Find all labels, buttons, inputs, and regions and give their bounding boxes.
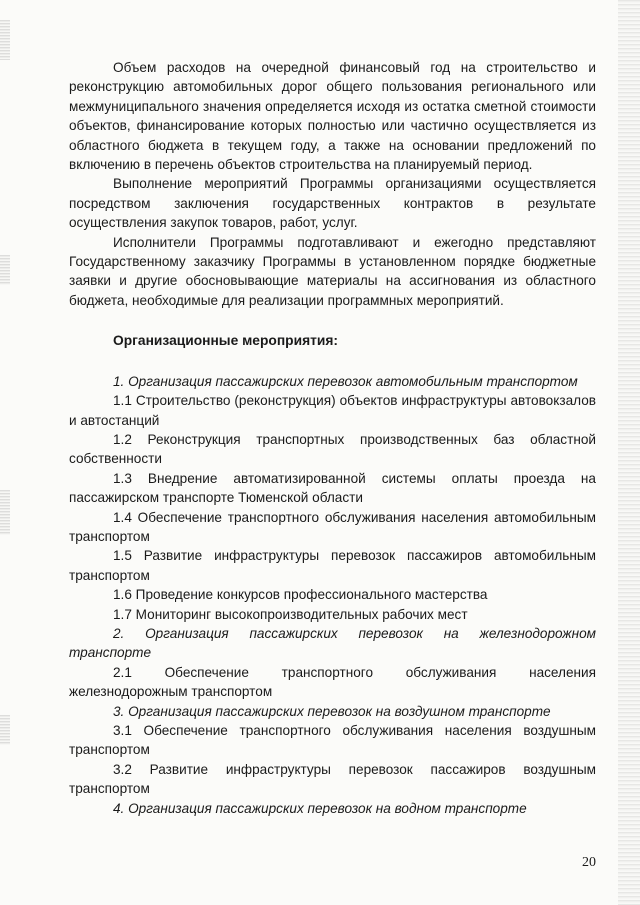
measure-item: 1.4 Обеспечение транспортного обслуживания населения автомобильным транспортом: [69, 509, 596, 544]
page-number: 20: [582, 855, 596, 870]
measure-item: 2. Организация пассажирских перевозок на железнодорожном транспорте: [69, 625, 596, 661]
spacer: [69, 351, 596, 372]
scan-edge-left-bottom: [0, 715, 10, 745]
measure-item: 4. Организация пассажирских перевозок на водном транспорте: [113, 800, 527, 816]
scan-edge-right: [618, 0, 640, 905]
measure-item: 1.2 Реконструкция транспортных производственных баз областной собственности: [69, 431, 596, 467]
spacer: [69, 310, 596, 331]
document-body: [69, 58, 596, 818]
measure-item: 1.1 Строительство (реконструкция) объектов инфраструктуры автовокзалов и автостанций: [69, 393, 596, 428]
measure-item: 1.3 Внедрение автоматизированной системы оплаты проезда на пассажирском транспорте Тюменской области: [69, 470, 596, 506]
scan-edge-left-mid: [0, 255, 10, 285]
measure-item: 1.7 Мониторинг высокопроизводительных рабочих мест: [113, 606, 468, 622]
scan-edge-left-mid2: [0, 490, 10, 535]
paragraph-executors: Исполнители Программы подготавливают и ежегодно представляют Государственному заказчику Программы в установленном порядке бюджетные заявки и другие обосновывающие материалы на ассигнования из областного бюджета, необходимые для реализации программных мероприятий.: [69, 234, 596, 308]
measure-item: 2.1 Обеспечение транспортного обслуживания населения железнодорожным транспортом: [69, 664, 596, 700]
measure-item: 3.2 Развитие инфраструктуры перевозок пассажиров воздушным транспортом: [69, 761, 596, 797]
measure-item: 1.5 Развитие инфраструктуры перевозок пассажиров автомобильным транспортом: [69, 548, 596, 583]
scan-edge-left-top: [0, 20, 10, 60]
measure-item: 1. Организация пассажирских перевозок автомобильным транспортом: [113, 373, 578, 389]
paragraph-contracts: Выполнение мероприятий Программы организациями осуществляется посредством заключения государственных контрактов в результате осуществления закупок товаров, работ, услуг.: [69, 176, 596, 231]
measure-item: 3.1 Обеспечение транспортного обслуживания населения воздушным транспортом: [69, 723, 596, 758]
measure-item: 3. Организация пассажирских перевозок на воздушном транспорте: [113, 703, 551, 719]
paragraph-budget: Объем расходов на очередной финансовый год на строительство и реконструкцию автомобильных дорог общего пользования регионального или межмуниципального значения определяется исходя из остатка сметной стоимости объектов, финансирование которых полностью или частично осуществляется из областного бюджета в текущем году, а также на основании предложений по включению в перечень объектов строительства на планируемый период.: [69, 60, 596, 173]
measure-item: 1.6 Проведение конкурсов профессионального мастерства: [113, 587, 488, 603]
section-heading: Организационные мероприятия:: [113, 333, 339, 349]
